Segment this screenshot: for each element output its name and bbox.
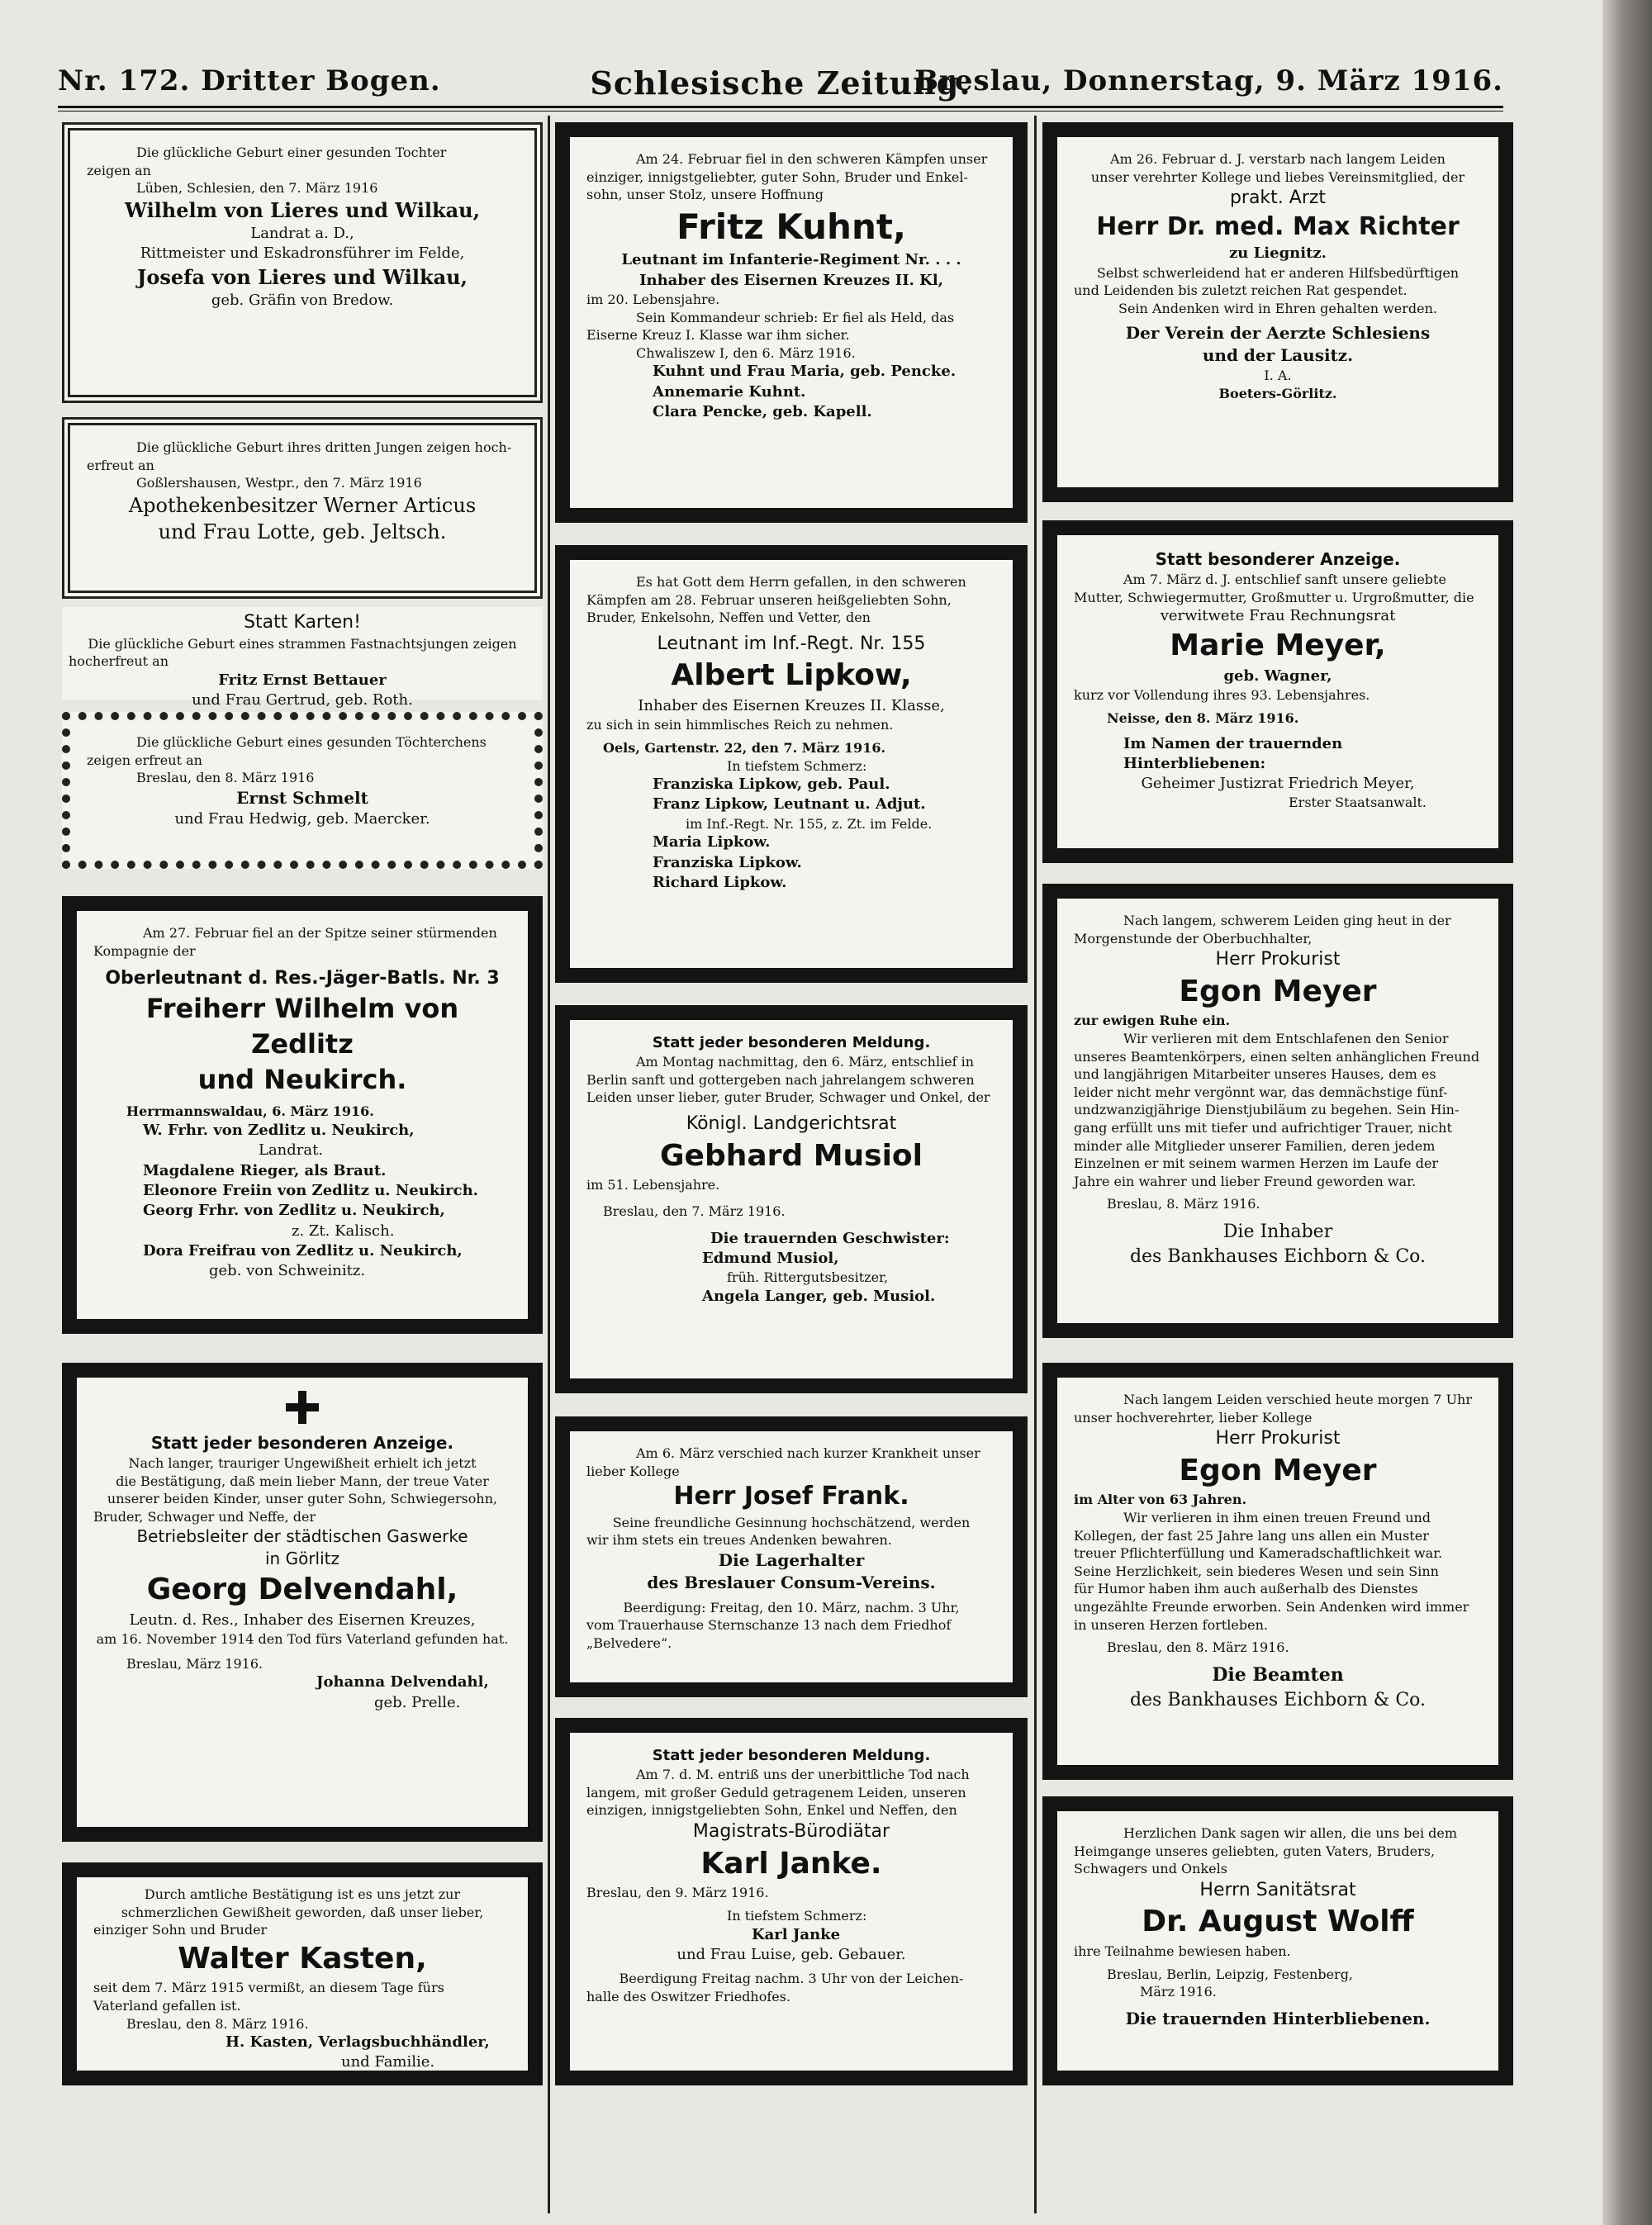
ad-header: Statt jeder besonderen Meldung.	[652, 1034, 931, 1051]
ad-rank: prakt. Arzt	[1229, 187, 1327, 209]
ad-text: ungezählte Freunde erworben. Sein Andenken wird immer	[1074, 1599, 1469, 1615]
ad-signatory: Eleonore Freiin von Zedlitz u. Neukirch.	[143, 1181, 478, 1199]
ad-text: „Belvedere“.	[586, 1635, 672, 1652]
ad-place-date: Breslau, 8. März 1916.	[1107, 1196, 1260, 1212]
ad-text: unserer beiden Kinder, unser guter Sohn, Schwiegersohn,	[107, 1491, 498, 1507]
ad-name: und Frau Lotte, geb. Jeltsch.	[158, 520, 447, 544]
ad-text: Am 27. Februar fiel an der Spitze seiner stürmenden	[143, 925, 497, 941]
ad-text: früh. Rittergutsbesitzer,	[727, 1269, 889, 1286]
ad-text: Heimgange unseres geliebten, guten Vaters, Bruders,	[1074, 1843, 1436, 1859]
birth-notice-schmelt	[62, 712, 543, 869]
ad-text: Sein Andenken wird in Ehren gehalten werden.	[1118, 300, 1438, 316]
ad-text: für Humor haben ihm auch außerhalb des Dienstes	[1074, 1581, 1418, 1597]
ad-header: Statt jeder besonderen Anzeige.	[150, 1433, 454, 1453]
ad-text: Am 24. Februar fiel in den schweren Kämpfen unser	[636, 151, 988, 167]
ad-text: im 51. Lebensjahre.	[586, 1177, 720, 1193]
ad-deceased-name: Karl Janke.	[700, 1846, 882, 1881]
ad-name: Fritz Ernst Bettauer	[218, 671, 387, 689]
ad-text: Am 7. d. M. entriß uns der unerbittliche Tod nach	[636, 1767, 970, 1783]
ad-text: minder alle Mitglieder unserer Familien, deren jedem	[1074, 1137, 1436, 1154]
ad-text: und Familie.	[341, 2053, 435, 2071]
ad-text: zu sich in sein himmlisches Reich zu nehmen.	[586, 717, 894, 733]
page-edge-shadow	[1602, 0, 1652, 2225]
ad-deceased-name: Gebhard Musiol	[659, 1138, 923, 1173]
ad-signatory: Die Inhaber	[1222, 1222, 1333, 1242]
ad-rank: Betriebsleiter der städtischen Gaswerke	[136, 1526, 468, 1547]
ad-place-date: Chwaliszew I, den 6. März 1916.	[636, 344, 856, 361]
ad-text: im 20. Lebensjahre.	[586, 292, 720, 308]
ad-rank: Herr Prokurist	[1215, 949, 1341, 970]
ad-place-date: März 1916.	[1140, 1984, 1217, 2000]
ad-text: geb. Wagner,	[1223, 667, 1332, 686]
ad-rank: Leutnant im Infanterie-Regiment Nr. . . .	[621, 251, 961, 269]
ad-text: Durch amtliche Bestätigung ist es uns jetzt zur	[144, 1886, 461, 1902]
ad-text: langem, mit großer Geduld getragenem Leiden, unseren	[586, 1784, 966, 1800]
ad-signatory: Annemarie Kuhnt.	[653, 382, 806, 401]
ad-name: Wilhelm von Lieres und Wilkau,	[125, 197, 480, 222]
ad-place-date: Neisse, den 8. März 1916.	[1107, 709, 1299, 726]
ad-deceased-name: Freiherr Wilhelm von Zedlitz	[145, 992, 459, 1060]
ad-text: Am 6. März verschied nach kurzer Krankheit unser	[636, 1445, 980, 1461]
ad-text: im Alter von 63 Jahren.	[1074, 1492, 1247, 1508]
ad-text: sohn, unser Stolz, unsere Hoffnung	[586, 187, 824, 203]
ad-place-date: Breslau, den 8. März 1916	[136, 770, 315, 786]
column-rule	[548, 116, 550, 2213]
ad-text: geb. Gräfin von Bredow.	[211, 292, 394, 310]
ad-text: Einzelnen er mit seinem warmen Herzen im Laufe der	[1074, 1155, 1439, 1172]
ad-text: Wir verlieren mit dem Entschlafenen den Senior	[1123, 1031, 1449, 1047]
ad-text: unser hochverehrter, lieber Kollege	[1074, 1409, 1313, 1426]
ad-signatory: Die Lagerhalter	[718, 1549, 865, 1570]
ad-place-date: Breslau, Berlin, Leipzig, Festenberg,	[1107, 1966, 1354, 1982]
masthead	[58, 64, 1503, 106]
ad-text: gang erfüllt uns mit tiefer und aufrichtiger Trauer, nicht	[1074, 1120, 1452, 1136]
ad-text: Mutter, Schwiegermutter, Großmutter u. Urgroßmutter, die	[1074, 589, 1474, 605]
ad-text: Jahre ein wahrer und lieber Freund geworden war.	[1074, 1173, 1417, 1189]
ad-place-date: Oels, Gartenstr. 22, den 7. März 1916.	[603, 739, 886, 756]
ad-text: Im Namen der trauernden Hinterbliebenen:	[1123, 734, 1343, 772]
ad-deceased-name: Georg Delvendahl,	[146, 1573, 458, 1607]
ad-text: leider nicht mehr vergönnt war, das demnächstige fünf-	[1074, 1084, 1448, 1100]
ad-header: Statt jeder besonderen Meldung.	[652, 1747, 931, 1764]
ad-signatory: Kuhnt und Frau Maria, geb. Pencke.	[653, 363, 957, 381]
ad-text: Am 26. Februar d. J. verstarb nach langem Leiden	[1110, 151, 1446, 167]
ad-text: Seine freundliche Gesinnung hochschätzend, werden	[612, 1514, 971, 1530]
ad-name: Apothekenbesitzer Werner Articus	[128, 493, 477, 517]
ad-place-date: Breslau, den 9. März 1916.	[586, 1885, 769, 1901]
ad-signatory: Johanna Delvendahl,	[316, 1673, 489, 1691]
ad-place-date: Lüben, Schlesien, den 7. März 1916	[136, 180, 378, 197]
ad-text: vom Trauerhause Sternschanze 13 nach dem Friedhof	[586, 1617, 952, 1634]
ad-signatory: Maria Lipkow.	[653, 833, 771, 852]
death-notice-delvendahl	[62, 1363, 543, 1842]
ad-deceased-name: Dr. August Wolff	[1142, 1905, 1414, 1939]
ad-text: halle des Oswitzer Friedhofes.	[586, 1988, 791, 2004]
ad-deceased-name: Fritz Kuhnt,	[676, 206, 906, 247]
ad-text: Kämpfen am 28. Februar unseren heißgeliebten Sohn,	[586, 591, 952, 608]
ad-text: Landrat.	[259, 1141, 324, 1160]
ad-text: Sein Kommandeur schrieb: Er fiel als Held, das	[636, 309, 955, 325]
ad-text: und Leidenden bis zuletzt reichen Rat gespendet.	[1074, 282, 1408, 299]
death-notice-musiol	[555, 1005, 1028, 1393]
death-notice-kasten	[62, 1862, 543, 2085]
ad-text: Rittmeister und Eskadronsführer im Felde,	[140, 244, 465, 263]
ad-text: Die glückliche Geburt eines gesunden Töchterchens	[136, 734, 487, 750]
ad-text: einziger Sohn und Bruder	[93, 1922, 268, 1938]
ad-text: seit dem 7. März 1915 vermißt, an diesem Tage fürs	[93, 1980, 444, 1996]
death-notice-janke	[555, 1718, 1028, 2085]
ad-deceased-name: Egon Meyer	[1179, 1453, 1377, 1487]
ad-deceased-name: Marie Meyer,	[1170, 629, 1386, 663]
ad-text: Die glückliche Geburt eines strammen Fastnachtsjungen zeigen	[88, 635, 517, 652]
ad-text: am 16. November 1914 den Tod fürs Vaterland gefunden hat.	[96, 1631, 509, 1648]
ad-text: Bruder, Enkelsohn, Neffen und Vetter, den	[586, 610, 871, 626]
ad-text: lieber Kollege	[586, 1463, 680, 1479]
birth-notice-lieres	[62, 122, 543, 403]
ad-deceased-name: Albert Lipkow,	[671, 658, 912, 693]
ad-text: die Bestätigung, daß mein lieber Mann, der treue Vater	[116, 1473, 489, 1489]
ad-name: und Frau Gertrud, geb. Roth.	[192, 691, 413, 709]
ad-text: Seine Herzlichkeit, sein biederes Wesen und sein Sinn	[1074, 1563, 1439, 1579]
ad-text: Leiden unser lieber, guter Bruder, Schwager und Onkel, der	[586, 1089, 990, 1106]
ad-text: zu Liegnitz.	[1229, 244, 1327, 263]
ad-signatory: Geheimer Justizrat Friedrich Meyer,	[1141, 775, 1415, 793]
ad-text: Kollegen, der fast 25 Jahre lang uns allen ein Muster	[1074, 1527, 1429, 1544]
newspaper-title: Schlesische Zeitung.	[590, 64, 971, 102]
ad-text: Am 7. März d. J. entschlief sanft unsere geliebte	[1123, 572, 1446, 587]
ad-name: und Frau Hedwig, geb. Maercker.	[174, 809, 430, 828]
ad-place-date: Breslau, den 8. März 1916.	[126, 2015, 309, 2032]
ad-signatory: Richard Lipkow.	[653, 873, 787, 891]
death-notice-frank	[555, 1416, 1028, 1697]
ad-place-date: Breslau, den 8. März 1916.	[1107, 1639, 1289, 1656]
ad-header: Statt besonderer Anzeige.	[1155, 549, 1401, 569]
birth-notice-articus	[62, 417, 543, 599]
ad-signatory: Franz Lipkow, Leutnant u. Adjut.	[653, 795, 926, 814]
ad-text: undzwanzigjährige Dienstjubiläum zu begehen. Sein Hin-	[1074, 1102, 1460, 1118]
ad-signatory: H. Kasten, Verlagsbuchhändler,	[225, 2033, 490, 2052]
ad-rank: Inhaber des Eisernen Kreuzes II. Klasse,	[638, 697, 945, 715]
ad-signatory: Clara Pencke, geb. Kapell.	[653, 403, 872, 421]
ad-signatory: und Frau Luise, geb. Gebauer.	[676, 1945, 906, 1963]
iron-cross-icon	[286, 1391, 319, 1424]
ad-text: unser verehrter Kollege und liebes Vereinsmitglied, der	[1090, 168, 1465, 185]
ad-rank: Magistrats-Bürodiätar	[692, 1821, 890, 1843]
ad-signatory: Die Beamten	[1212, 1663, 1344, 1686]
ad-text: hocherfreut an	[69, 653, 169, 670]
ad-text: z. Zt. Kalisch.	[292, 1222, 395, 1240]
ad-signatory: Angela Langer, geb. Musiol.	[702, 1287, 936, 1305]
ad-text: Wir verlieren in ihm einen treuen Freund und	[1123, 1510, 1431, 1526]
ad-signatory: Der Verein der Aerzte Schlesiens	[1125, 323, 1431, 344]
ad-text: kurz vor Vollendung ihres 93. Lebensjahres.	[1074, 687, 1370, 704]
death-notice-egon-meyer-inhaber	[1042, 884, 1513, 1338]
death-notice-kuhnt	[555, 122, 1028, 523]
ad-signatory: des Bankhauses Eichborn & Co.	[1129, 1689, 1427, 1710]
ad-signatory: Franziska Lipkow, geb. Paul.	[653, 776, 890, 794]
column-rule	[1034, 116, 1037, 2213]
ad-text: Selbst schwerleidend hat er anderen Hilfsbedürftigen	[1096, 264, 1460, 281]
ad-signatory: des Breslauer Consum-Vereins.	[647, 1572, 936, 1592]
ad-text: treuer Pflichterfüllung und Kameradschaftlichkeit war.	[1074, 1545, 1443, 1562]
ad-rank: Oberleutnant d. Res.-Jäger-Batls. Nr. 3	[105, 968, 500, 989]
ad-header: Statt Karten!	[244, 612, 361, 633]
ad-text: zur ewigen Ruhe ein.	[1074, 1013, 1231, 1029]
death-notice-zedlitz	[62, 896, 543, 1334]
ad-text: Schwagers und Onkels	[1074, 1861, 1227, 1877]
ad-signatory: Franziska Lipkow.	[653, 853, 802, 871]
ad-text: erfreut an	[87, 457, 154, 473]
ad-text: Morgenstunde der Oberbuchhalter,	[1074, 930, 1313, 946]
ad-text: Herzlichen Dank sagen wir allen, die uns bei dem	[1123, 1825, 1458, 1841]
ad-text: schmerzlichen Gewißheit geworden, daß unser lieber,	[121, 1904, 484, 1920]
ad-text: Nach langem Leiden verschied heute morgen 7 Uhr	[1123, 1392, 1472, 1407]
issue-date: Breslau, Donnerstag, 9. März 1916.	[914, 64, 1503, 97]
ad-text: In tiefstem Schmerz:	[727, 757, 867, 774]
ad-name: Josefa von Lieres und Wilkau,	[137, 264, 468, 289]
ad-text: Am Montag nachmittag, den 6. März, entschlief in	[636, 1054, 975, 1070]
ad-rank: Herr Prokurist	[1215, 1428, 1341, 1449]
ad-text: zeigen an	[87, 162, 151, 178]
ad-deceased-name: Walter Kasten,	[178, 1941, 427, 1976]
ad-text: Nach langer, trauriger Ungewißheit erhielt ich jetzt	[128, 1455, 477, 1471]
ad-text: im Inf.-Regt. Nr. 155, z. Zt. im Felde.	[686, 815, 933, 832]
ad-signatory: Edmund Musiol,	[702, 1249, 839, 1267]
ad-name: Ernst Schmelt	[236, 787, 368, 808]
ad-signatory: des Bankhauses Eichborn & Co.	[1129, 1245, 1427, 1267]
birth-notice-bettauer	[62, 607, 543, 709]
ad-text: Erster Staatsanwalt.	[1289, 795, 1427, 811]
ad-text: Es hat Gott dem Herrn gefallen, in den schweren	[636, 574, 966, 590]
ad-deceased-name: Herr Josef Frank.	[673, 1482, 909, 1511]
ad-text: ihre Teilnahme bewiesen haben.	[1074, 1943, 1291, 1960]
ad-rank: Inhaber des Eisernen Kreuzes II. Kl,	[639, 271, 943, 289]
ad-text: in unseren Herzen fortleben.	[1074, 1616, 1268, 1633]
ad-text: Berlin sanft und gottergeben nach jahrelangem schweren	[586, 1071, 975, 1088]
ad-text: Eiserne Kreuz I. Klasse war ihm sicher.	[586, 327, 850, 344]
ad-deceased-name: Egon Meyer	[1179, 974, 1377, 1008]
ad-rank: Herrn Sanitätsrat	[1199, 1879, 1356, 1900]
ad-deceased-name: Herr Dr. med. Max Richter	[1096, 211, 1460, 241]
ad-signatory: Georg Frhr. von Zedlitz u. Neukirch,	[143, 1202, 445, 1220]
ad-text: einziger, innigstgeliebter, guter Sohn, Bruder und Enkel-	[586, 168, 968, 185]
ad-text: wir ihm stets ein treues Andenken bewahren.	[586, 1532, 892, 1549]
ad-text: Kompagnie der	[93, 942, 196, 959]
ad-place-date: Breslau, den 7. März 1916.	[603, 1203, 786, 1219]
ad-text: zeigen erfreut an	[87, 752, 202, 768]
ad-text: geb. Prelle.	[374, 1693, 461, 1711]
ad-deceased-name: und Neukirch.	[197, 1064, 407, 1096]
ad-text: Bruder, Schwager und Neffe, der	[93, 1508, 316, 1525]
ad-place-date: Herrmannswaldau, 6. März 1916.	[126, 1103, 374, 1120]
ad-rank: Königl. Landgerichtsrat	[686, 1113, 897, 1135]
ad-text: Die glückliche Geburt einer gesunden Tochter	[136, 145, 447, 160]
ad-text: geb. von Schweinitz.	[209, 1262, 366, 1280]
ad-text: Nach langem, schwerem Leiden ging heut in der	[1123, 913, 1451, 928]
ad-text: Die trauernden Geschwister:	[710, 1229, 950, 1247]
ad-text: und langjährigen Mitarbeiter unseres Hauses, dem es	[1074, 1066, 1436, 1083]
ad-signatory: Die trauernden Hinterbliebenen.	[1125, 2008, 1431, 2028]
issue-number: Nr. 172. Dritter Bogen.	[58, 64, 441, 97]
ad-text: Vaterland gefallen ist.	[93, 1997, 241, 2014]
death-notice-egon-meyer-beamten	[1042, 1363, 1513, 1780]
ad-text: Beerdigung Freitag nachm. 3 Uhr von der Leichen-	[619, 1971, 964, 1987]
ad-signatory: und der Lausitz.	[1202, 345, 1354, 366]
masthead-rule	[58, 106, 1503, 108]
death-notice-lipkow	[555, 545, 1028, 983]
ad-signatory: Dora Freifrau von Zedlitz u. Neukirch,	[143, 1241, 463, 1260]
ad-signatory: Magdalene Rieger, als Braut.	[143, 1161, 387, 1179]
ad-text: In tiefstem Schmerz:	[727, 1907, 867, 1924]
ad-place-date: Breslau, März 1916.	[126, 1655, 263, 1672]
ad-text: Die glückliche Geburt ihres dritten Jungen zeigen hoch-	[136, 439, 512, 455]
ad-text: Beerdigung: Freitag, den 10. März, nachm. 3 Uhr,	[623, 1599, 960, 1615]
ad-text: Leutn. d. Res., Inhaber des Eisernen Kreuzes,	[129, 1611, 476, 1629]
ad-text: I. A.	[1264, 368, 1292, 384]
ad-text: einzigen, innigstgeliebten Sohn, Enkel und Neffen, den	[586, 1802, 957, 1819]
ad-text: Landrat a. D.,	[250, 225, 354, 243]
ad-place-date: Goßlershausen, Westpr., den 7. März 1916	[136, 475, 422, 491]
ad-rank: Leutnant im Inf.-Regt. Nr. 155	[657, 633, 926, 654]
ad-signatory: Karl Janke	[752, 1925, 841, 1943]
death-notice-marie-meyer	[1042, 520, 1513, 863]
death-notice-richter	[1042, 122, 1513, 502]
thanks-notice-wolff	[1042, 1796, 1513, 2085]
ad-signatory: Boeters-Görlitz.	[1218, 386, 1337, 402]
ad-text: unseres Beamtenkörpers, einen selten anhänglichen Freund	[1074, 1048, 1480, 1065]
ad-signatory: W. Frhr. von Zedlitz u. Neukirch,	[143, 1122, 415, 1140]
ad-rank: verwitwete Frau Rechnungsrat	[1160, 607, 1396, 625]
ad-rank: in Görlitz	[265, 1549, 339, 1569]
